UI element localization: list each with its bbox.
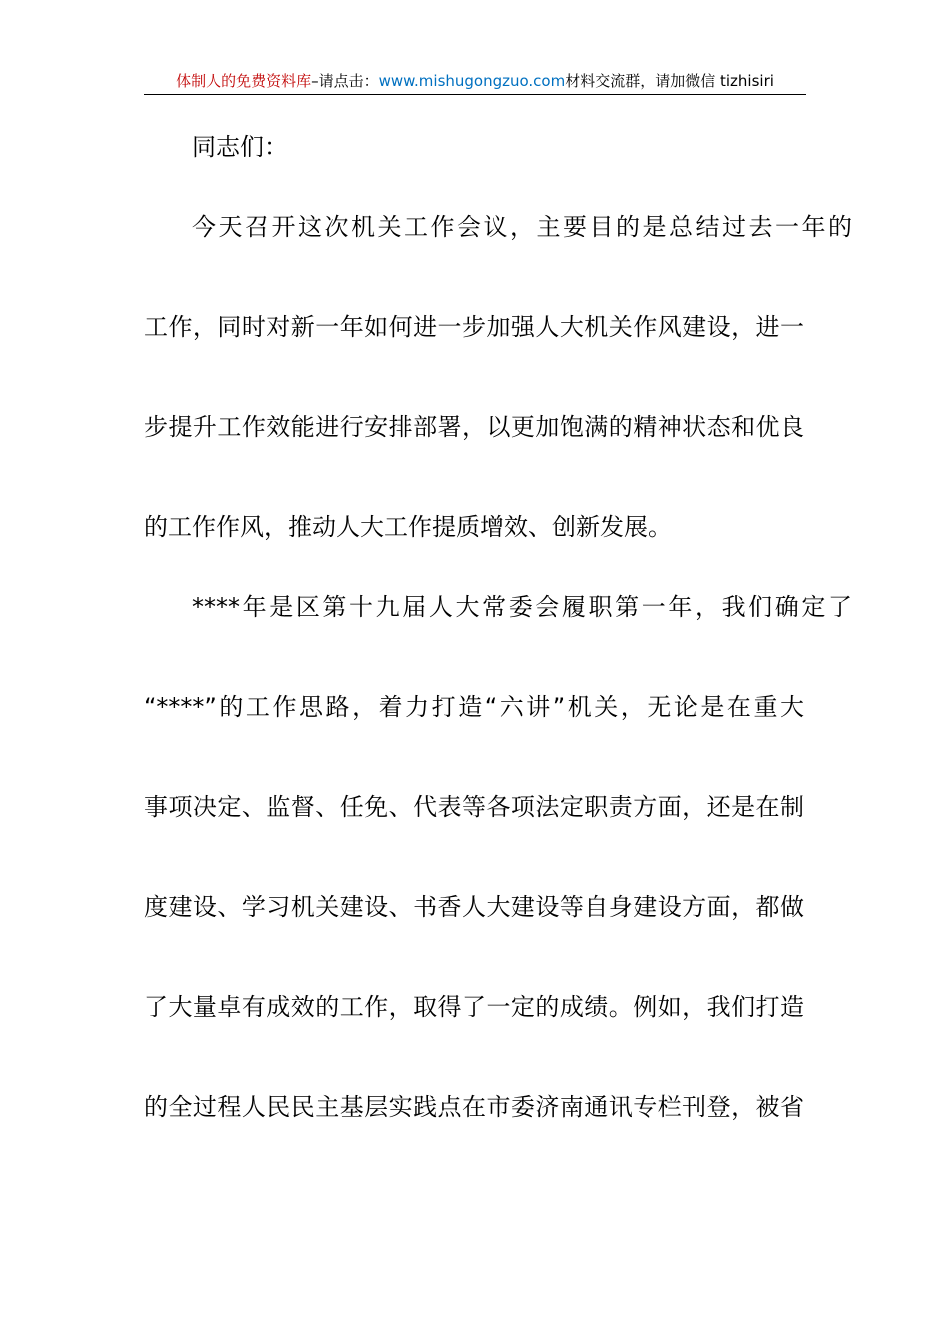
header-brand: 体制人的免费资料库 — [176, 72, 312, 90]
header-tail: 材料交流群，请加微信 tizhisiri — [565, 72, 774, 90]
paragraph-line: “****”的工作思路，着力打造“六讲”机关，无论是在重大 — [144, 693, 804, 721]
paragraph-line: 步提升工作效能进行安排部署，以更加饱满的精神状态和优良 — [144, 413, 804, 441]
paragraph-line: 的全过程人民民主基层实践点在市委济南通讯专栏刊登，被省 — [144, 1093, 804, 1121]
paragraph-line: 的工作作风，推动人大工作提质增效、创新发展。 — [144, 513, 672, 541]
page-header — [144, 68, 806, 95]
salutation: 同志们： — [192, 133, 288, 161]
paragraph-line: 度建设、学习机关建设、书香人大建设等自身建设方面，都做 — [144, 893, 804, 921]
paragraph-line: 今天召开这次机关工作会议，主要目的是总结过去一年的 — [192, 213, 852, 241]
paragraph-line: ****年是区第十九届人大常委会履职第一年，我们确定了 — [192, 593, 852, 621]
paragraph-line: 了大量卓有成效的工作，取得了一定的成绩。例如，我们打造 — [144, 993, 804, 1021]
paragraph-line: 工作，同时对新一年如何进一步加强人大机关作风建设，进一 — [144, 313, 804, 341]
header-separator: –请点击： — [311, 72, 379, 90]
header-link[interactable]: www.mishugongzuo.com — [378, 72, 566, 90]
paragraph-line: 事项决定、监督、任免、代表等各项法定职责方面，还是在制 — [144, 793, 804, 821]
